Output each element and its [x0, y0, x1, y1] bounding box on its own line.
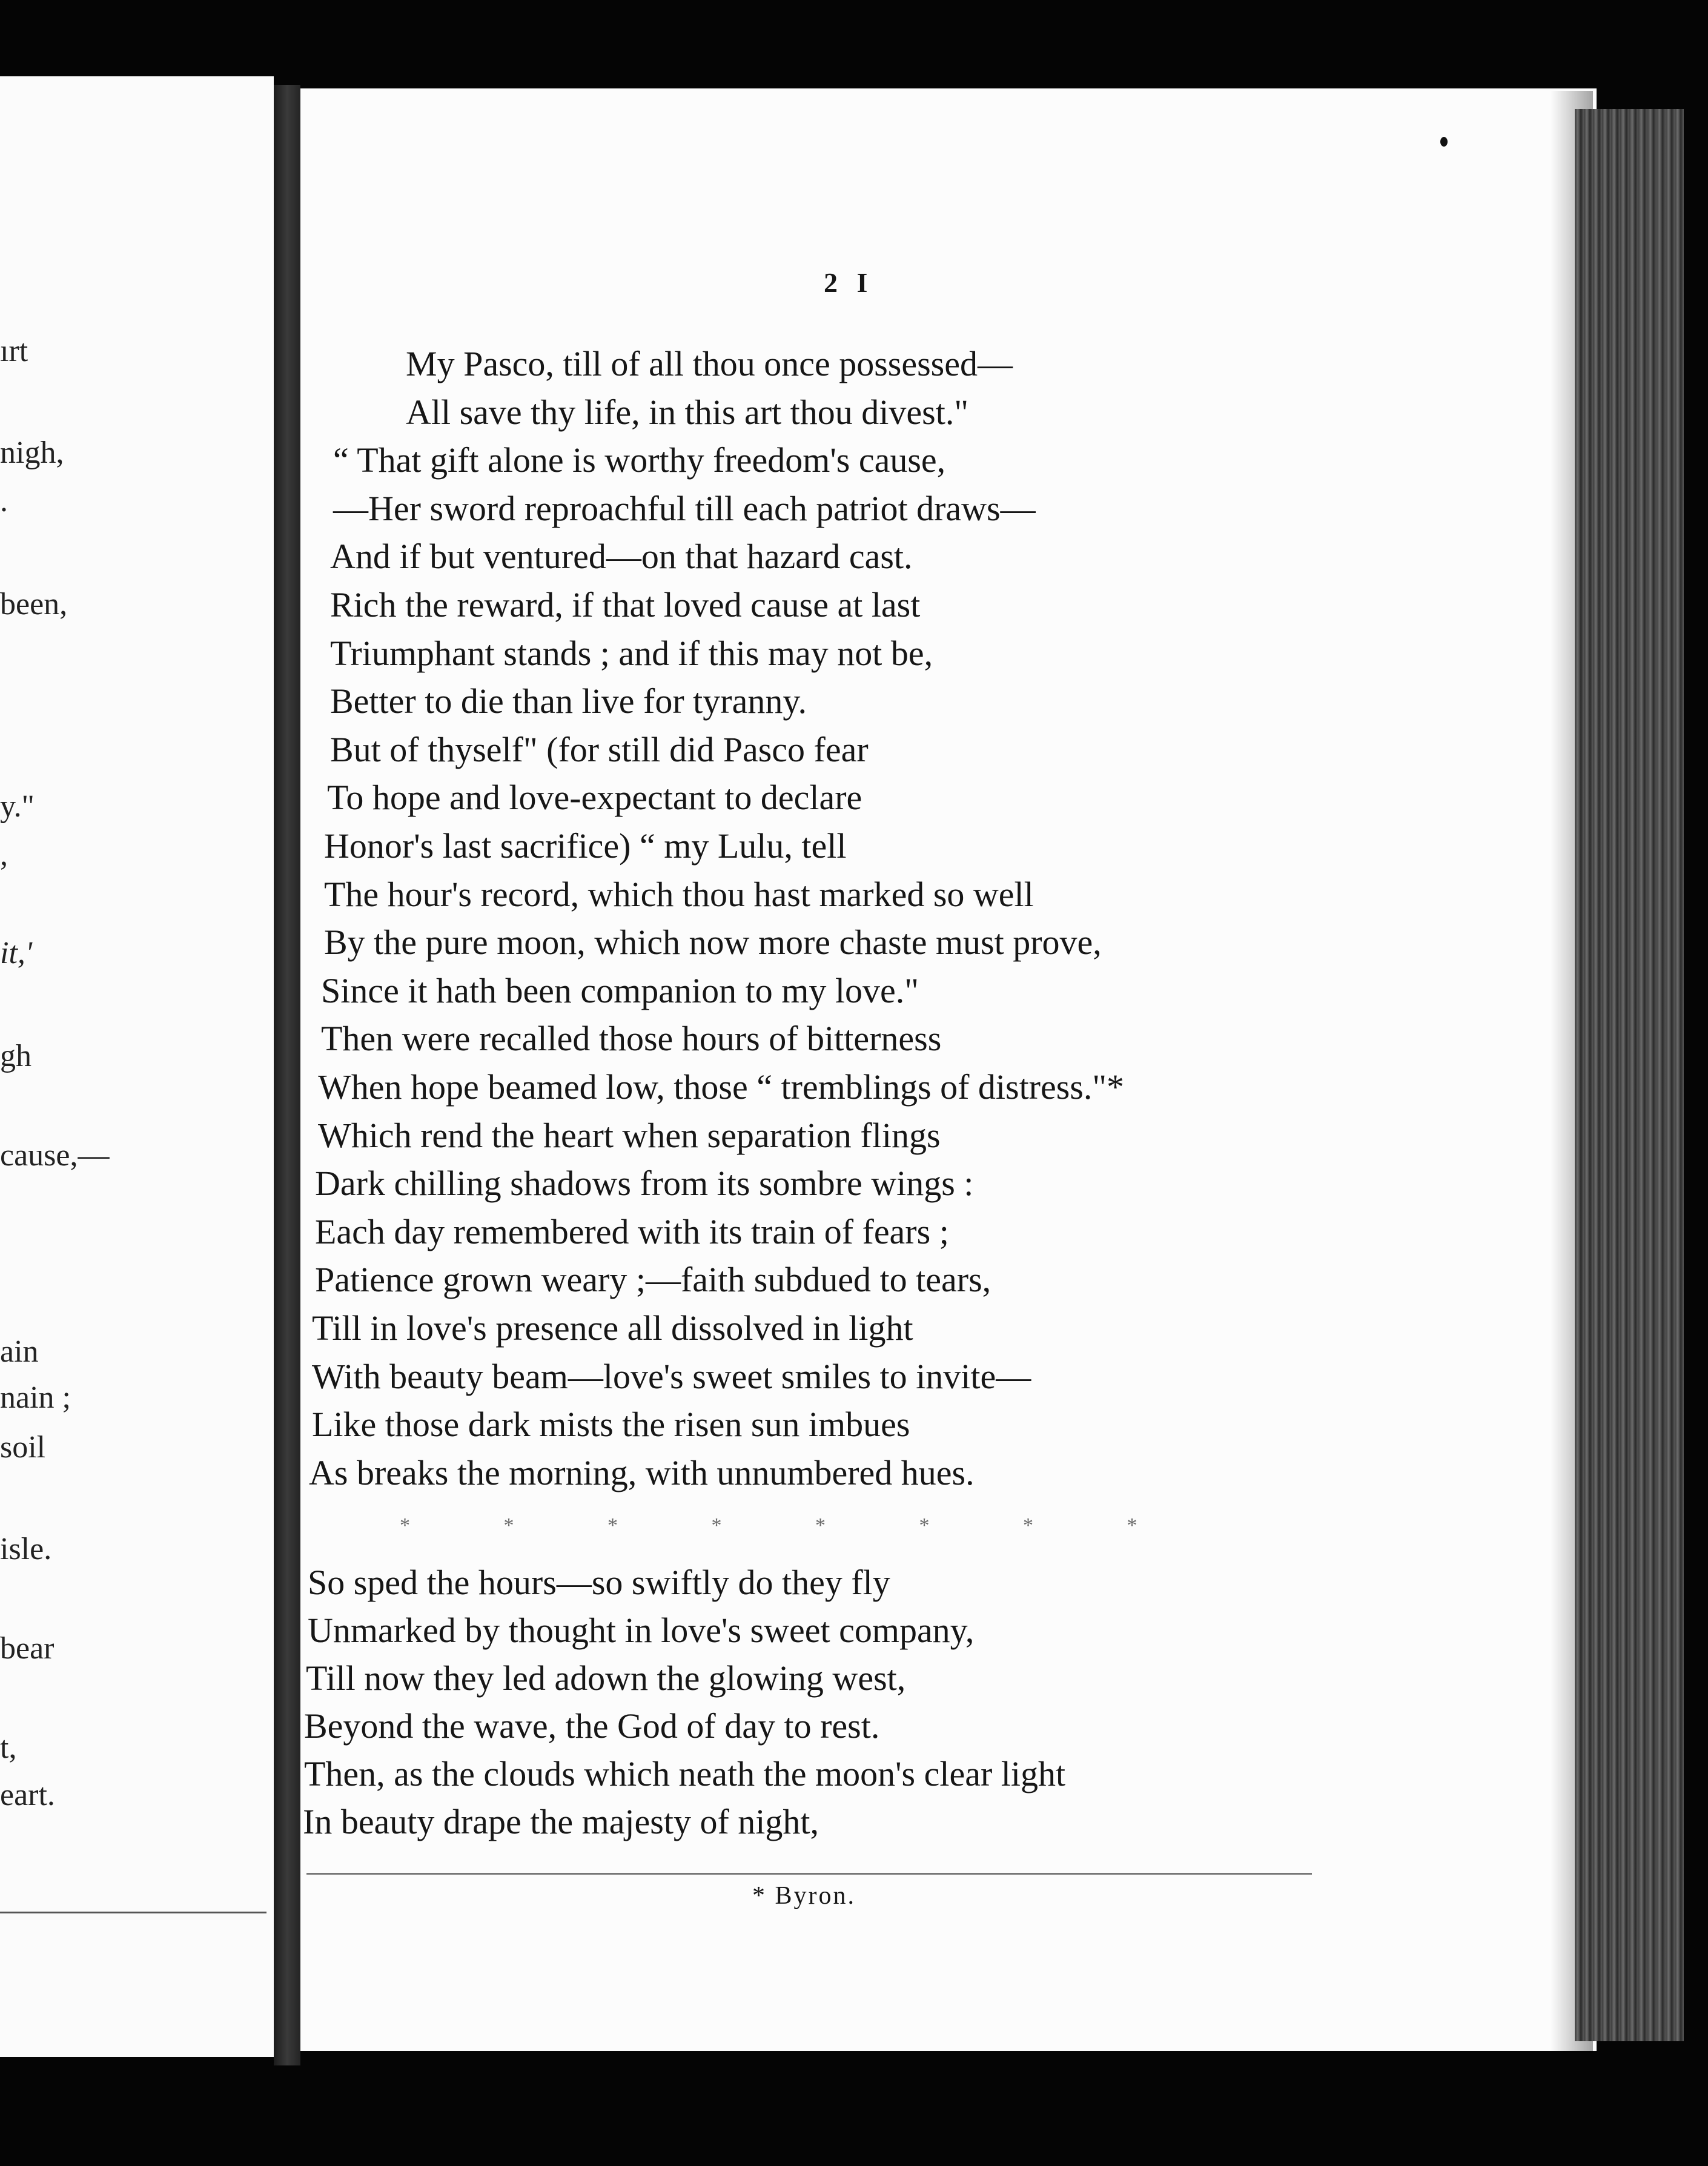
poem-line: Since it hath been companion to my love." [321, 971, 919, 1010]
poem-line: —Her sword reproachful till each patriot draws— [333, 489, 1036, 528]
poem-line: So sped the hours—so swiftly do they fly [308, 1563, 890, 1602]
poem-line: When hope beamed low, those “ tremblings of distress."* [318, 1067, 1125, 1107]
poem-line: Till now they led adown the glowing west, [306, 1658, 906, 1698]
footnote: * Byron. [752, 1882, 856, 1910]
poem-line: Like those dark mists the risen sun imbues [312, 1405, 910, 1444]
ink-speck [1440, 137, 1448, 147]
book-gutter [274, 85, 300, 2065]
poem-line: As breaks the morning, with unnumbered hues. [309, 1453, 975, 1492]
poem-line: All save thy life, in this art thou divest." [406, 392, 968, 432]
poem-line: Patience grown weary ;—faith subdued to tears, [315, 1260, 991, 1299]
book-page-edges [1575, 109, 1684, 2041]
footnote-rule [306, 1873, 1312, 1875]
poem-line: With beauty beam—love's sweet smiles to invite— [312, 1357, 1031, 1396]
page-number: 2 I [824, 267, 874, 298]
left-fragment: t, [0, 1730, 17, 1765]
poem-line: Honor's last sacrifice) “ my Lulu, tell [324, 826, 847, 866]
poem-line: By the pure moon, which now more chaste must prove, [324, 922, 1102, 962]
poem-line: “ That gift alone is worthy freedom's cause, [333, 440, 946, 480]
left-fragment: nigh, [0, 436, 64, 470]
poem-line: My Pasco, till of all thou once possessed— [406, 344, 1013, 383]
left-fragment: gh [0, 1039, 31, 1073]
poem-line: Beyond the wave, the God of day to rest. [304, 1706, 880, 1746]
left-fragment: bear [0, 1631, 55, 1666]
left-fragment: eart. [0, 1778, 55, 1812]
poem-line: The hour's record, which thou hast marked so well [324, 875, 1034, 914]
left-footnote-rule [0, 1912, 266, 1913]
poem-line: But of thyself" (for still did Pasco fear [330, 730, 869, 769]
poem-line: Each day remembered with its train of fears ; [315, 1212, 949, 1251]
left-fragment: been, [0, 587, 68, 621]
left-fragment: isle. [0, 1532, 52, 1566]
poem-line: Then, as the clouds which neath the moon's clear light [304, 1754, 1066, 1793]
poem-line: Dark chilling shadows from its sombre wings : [315, 1164, 974, 1203]
left-fragment: ırt [0, 334, 28, 368]
poem-line: To hope and love-expectant to declare [327, 778, 862, 817]
poem-line: Unmarked by thought in love's sweet company, [308, 1611, 975, 1650]
left-fragment: it,' [0, 936, 33, 970]
poem-line: Rich the reward, if that loved cause at last [330, 585, 921, 624]
poem-line: Then were recalled those hours of bitterness [321, 1019, 942, 1058]
left-fragment: cause,— [0, 1138, 110, 1173]
left-fragment: y." [0, 789, 35, 824]
poem-line: Till in love's presence all dissolved in light [312, 1308, 913, 1348]
poem-line: Better to die than live for tyranny. [330, 681, 807, 721]
poem-line: In beauty drape the majesty of night, [303, 1802, 819, 1841]
left-fragment: , [0, 838, 8, 872]
left-page [0, 76, 274, 2057]
poem-line: Triumphant stands ; and if this may not be, [330, 634, 933, 673]
left-fragment: soil [0, 1430, 46, 1465]
poem-line: Which rend the heart when separation flings [318, 1116, 941, 1155]
section-break: * * * * * * * * [400, 1514, 1137, 1537]
left-fragment: ain [0, 1334, 39, 1369]
poem-line: And if but ventured—on that hazard cast. [330, 537, 913, 576]
left-fragment: . [0, 484, 8, 518]
left-fragment: nain ; [0, 1380, 71, 1415]
